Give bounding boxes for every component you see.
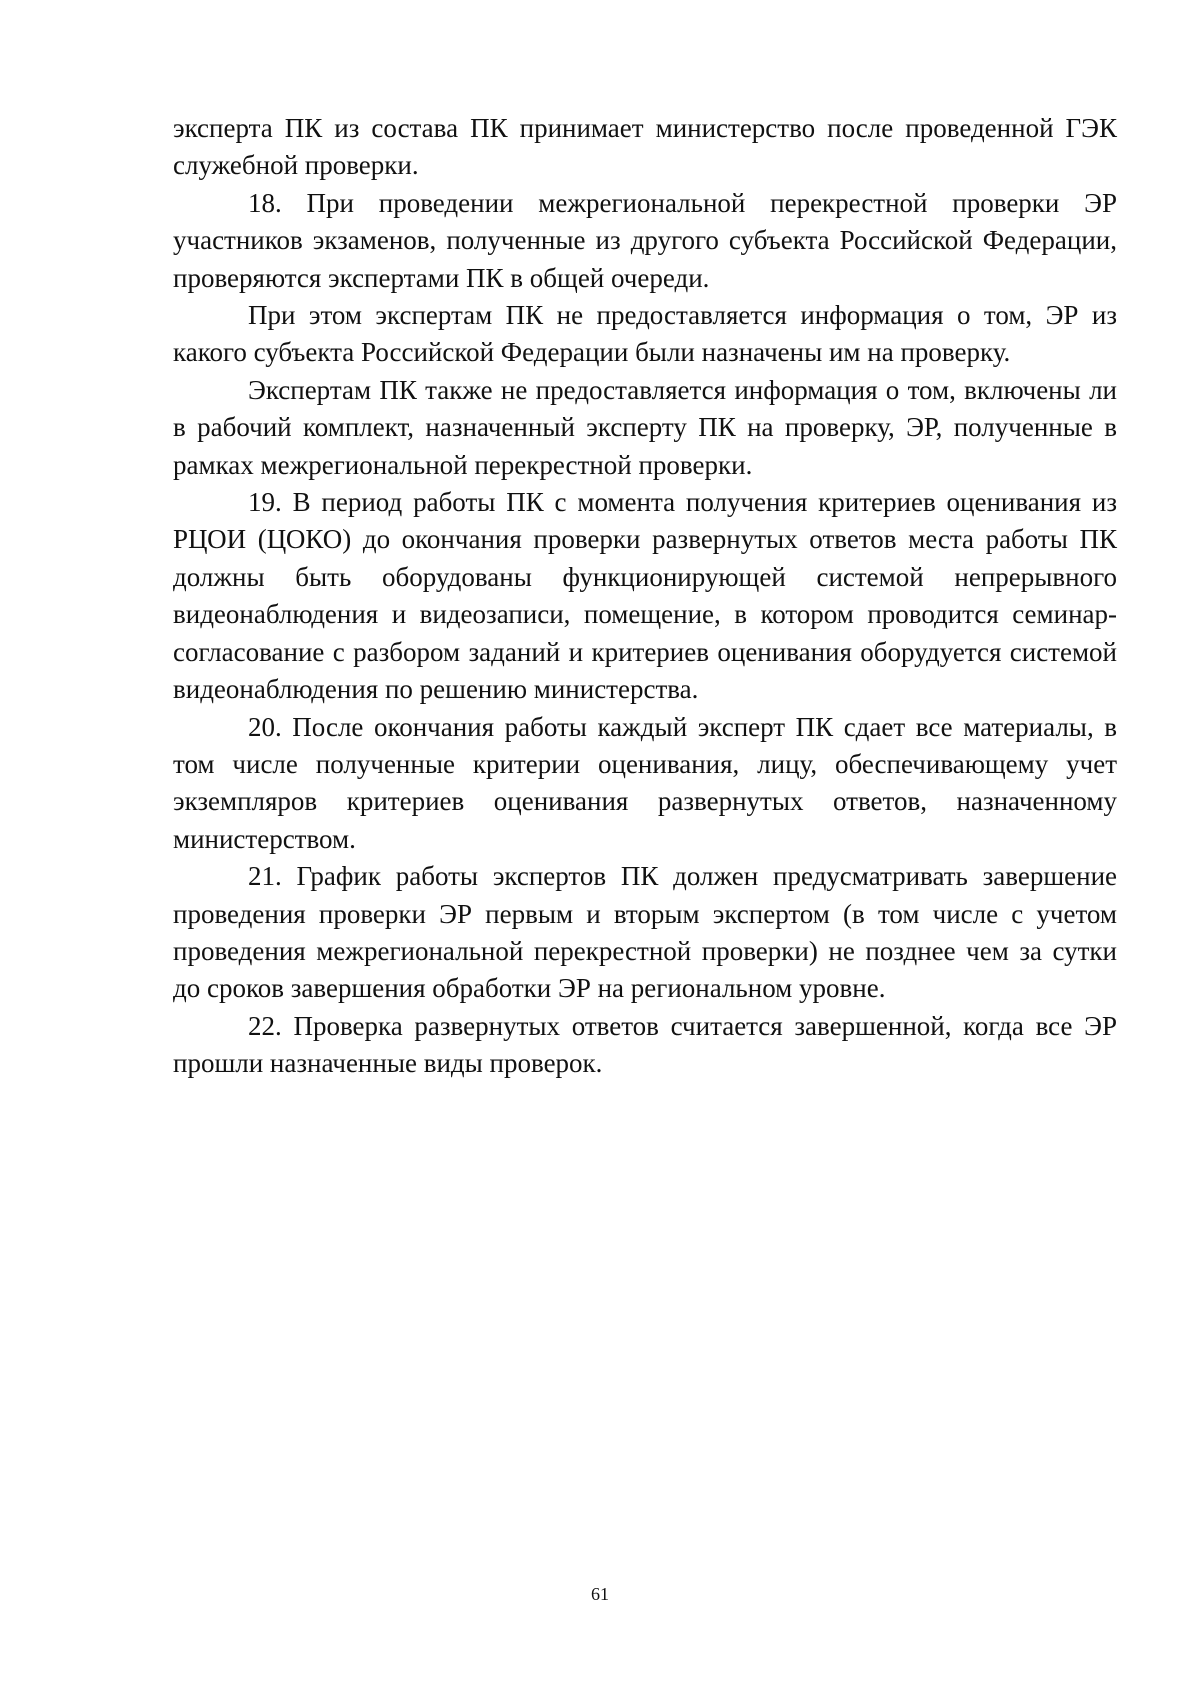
page-number: 61 [591,1584,609,1604]
paragraph-item-18-note-1: При этом экспертам ПК не предоставляется информация о том, ЭР из какого субъекта Российской Федерации были назначены им на проверку. [173,300,1117,368]
document-body [173,110,1117,1083]
paragraph-continuation: эксперта ПК из состава ПК принимает министерство после проведенной ГЭК служебной проверки. [173,113,1117,181]
paragraph-item-18: 18. При проведении межрегиональной перекрестной проверки ЭР участников экзаменов, полученные из другого субъекта Российской Федерации, проверяются экспертами ПК в общей очереди. [173,187,1117,293]
paragraph-item-21: 21. График работы экспертов ПК должен предусматривать завершение проведения проверки ЭР первым и вторым экспертом (в том числе с учетом проведения межрегиональной перекрестной проверки) не позднее чем за сутки до сроков завершения обработки ЭР на региональном уровне. [173,861,1117,1004]
paragraph-item-20: 20. После окончания работы каждый эксперт ПК сдает все материалы, в том числе полученные критерии оценивания, лицу, обеспечивающему учет экземпляров критериев оценивания развернутых ответов, назначенному министерством. [173,711,1117,854]
paragraph-item-22: 22. Проверка развернутых ответов считается завершенной, когда все ЭР прошли назначенные виды проверок. [173,1010,1117,1079]
paragraph-item-19: 19. В период работы ПК с момента получения критериев оценивания из РЦОИ (ЦОКО) до окончания проверки развернутых ответов места работы ПК должны быть оборудованы функционирующей системой непрерывного видеонаблюдения и видеозаписи, помещение, в котором проводится семинар-согласование с разбором заданий и критериев оценивания оборудуется системой видеонаблюдения по решению министерства. [173,487,1117,705]
paragraph-item-18-note-2: Экспертам ПК также не предоставляется информация о том, включены ли в рабочий комплект, назначенный эксперту ПК на проверку, ЭР, полученные в рамках межрегиональной перекрестной проверки. [173,374,1117,480]
